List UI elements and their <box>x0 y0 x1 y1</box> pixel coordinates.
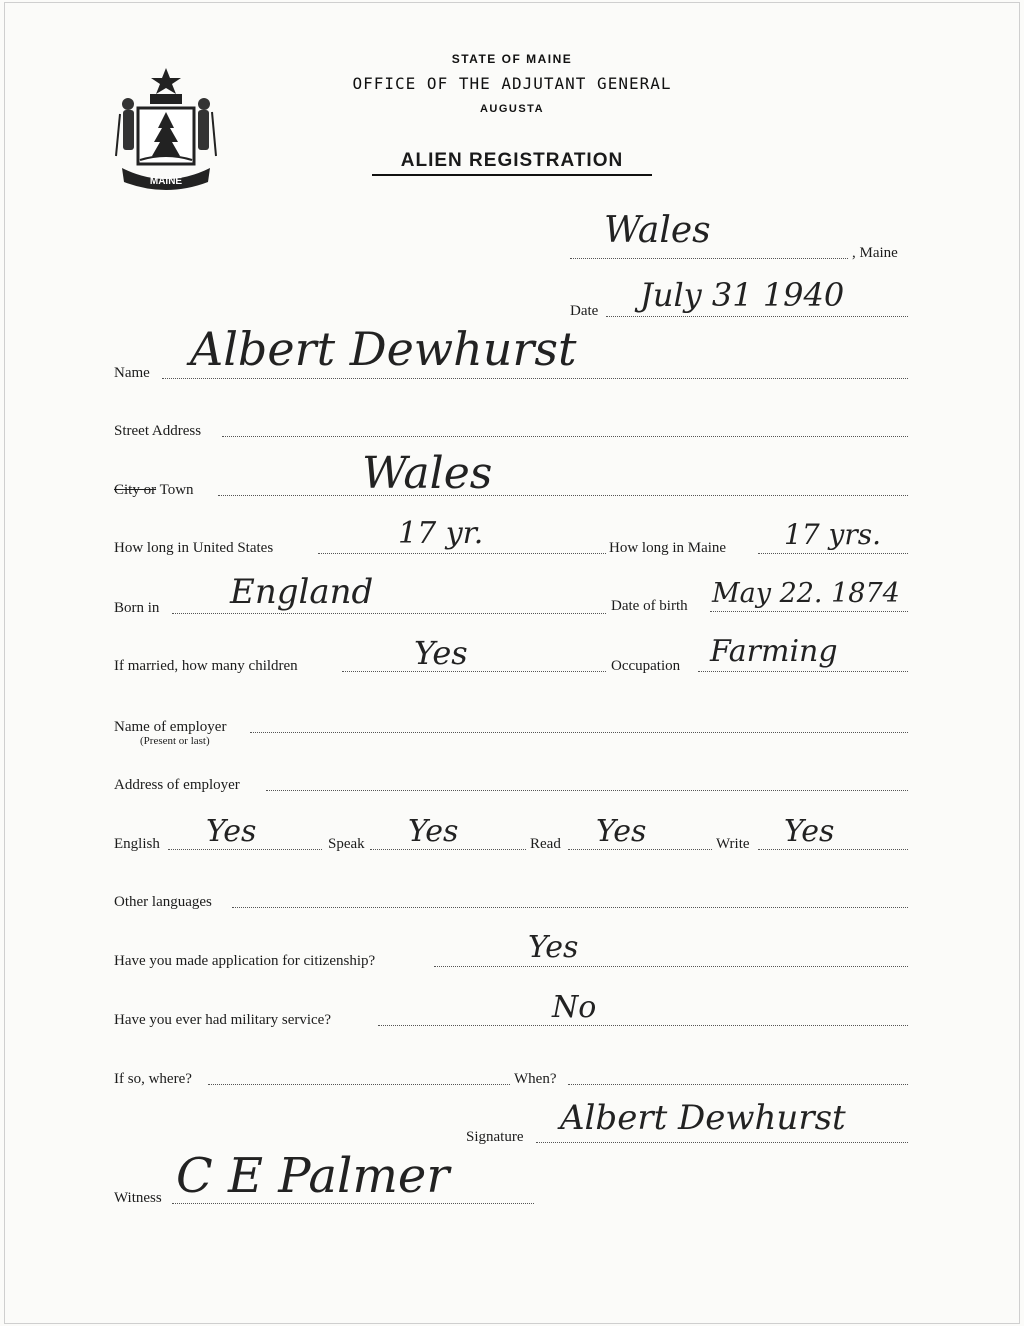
date-entry: July 31 1940 <box>640 276 845 314</box>
children-line <box>342 671 606 672</box>
street-address-line <box>222 436 908 437</box>
children-label: If married, how many children <box>114 658 298 674</box>
citizenship-label: Have you made application for citizenship? <box>114 953 376 969</box>
town-label-text: Town <box>159 482 194 498</box>
where-label: If so, where? <box>114 1071 192 1087</box>
place-line <box>570 258 848 259</box>
speak-label: Speak <box>328 836 365 852</box>
military-line <box>378 1025 908 1026</box>
born-in-entry: England <box>230 572 374 612</box>
citizenship-line <box>434 966 908 967</box>
town-entry: Wales <box>362 448 493 499</box>
read-line <box>568 849 712 850</box>
english-label: English <box>114 836 160 852</box>
street-address-label: Street Address <box>114 423 202 439</box>
how-long-maine-label: How long in Maine <box>609 540 727 556</box>
employer-note: (Present or last) <box>140 735 210 747</box>
how-long-us-entry: 17 yr. <box>398 516 484 551</box>
date-line <box>606 316 908 317</box>
signature-entry: Albert Dewhurst <box>560 1098 846 1138</box>
when-line <box>568 1084 908 1085</box>
speak-line <box>370 849 526 850</box>
how-long-maine-entry: 17 yrs. <box>784 518 882 551</box>
how-long-maine-line <box>758 553 908 554</box>
where-line <box>208 1084 510 1085</box>
date-of-birth-entry: May 22. 1874 <box>712 578 900 609</box>
write-label: Write <box>716 836 750 852</box>
when-label: When? <box>514 1071 557 1087</box>
form-title: ALIEN REGISTRATION <box>372 150 652 176</box>
born-in-label: Born in <box>114 600 160 616</box>
occupation-label: Occupation <box>611 658 681 674</box>
date-of-birth-line <box>710 611 908 612</box>
occupation-entry: Farming <box>710 634 838 669</box>
write-entry: Yes <box>784 814 835 849</box>
name-label: Name <box>114 365 150 381</box>
read-label: Read <box>530 836 561 852</box>
name-line <box>162 378 908 379</box>
other-languages-label: Other languages <box>114 894 212 910</box>
signature-line <box>536 1142 908 1143</box>
speak-entry: Yes <box>408 814 459 849</box>
date-label: Date <box>570 303 599 319</box>
born-in-line <box>172 613 606 614</box>
city-struck-label: City or <box>114 482 157 498</box>
children-entry: Yes <box>414 634 468 672</box>
read-entry: Yes <box>596 814 647 849</box>
write-line <box>758 849 908 850</box>
maine-label: , Maine <box>852 245 898 261</box>
witness-entry: C E Palmer <box>176 1148 450 1204</box>
military-label: Have you ever had military service? <box>114 1012 331 1028</box>
how-long-us-label: How long in United States <box>114 540 274 556</box>
military-entry: No <box>552 990 597 1025</box>
occupation-line <box>698 671 908 672</box>
how-long-us-line <box>318 553 606 554</box>
town-line <box>218 495 908 496</box>
employer-line <box>250 732 908 733</box>
citizenship-entry: Yes <box>528 930 579 965</box>
name-entry: Albert Dewhurst <box>190 322 577 376</box>
place-entry: Wales <box>604 210 711 251</box>
seal-label: MAINE <box>149 176 183 187</box>
other-languages-line <box>232 907 908 908</box>
employer-label: Name of employer <box>114 719 227 735</box>
header-office: OFFICE OF THE ADJUTANT GENERAL <box>352 74 672 93</box>
header-city: AUGUSTA <box>479 103 545 115</box>
witness-label: Witness <box>114 1190 162 1206</box>
employer-address-line <box>266 790 908 791</box>
signature-label: Signature <box>466 1129 524 1145</box>
employer-address-label: Address of employer <box>114 777 240 793</box>
date-of-birth-label: Date of birth <box>611 598 688 614</box>
english-line <box>168 849 322 850</box>
town-label <box>114 482 194 499</box>
header-state: STATE OF MAINE <box>451 52 573 66</box>
english-entry: Yes <box>206 814 257 849</box>
